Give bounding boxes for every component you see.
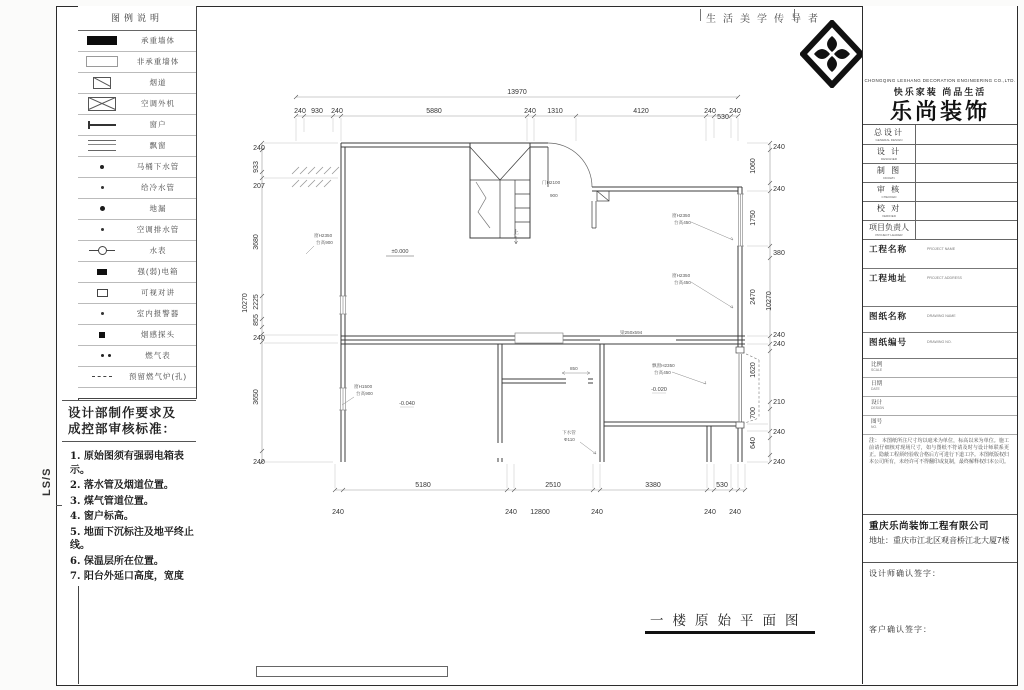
window-icon [88, 121, 116, 129]
drawing-title-underline [645, 631, 815, 634]
svg-text:933: 933 [253, 161, 260, 173]
svg-text:930: 930 [311, 108, 323, 115]
staff-row: 审 核 CHECKED [863, 182, 1017, 202]
alarm-icon [101, 312, 104, 315]
designer-signature-label: 设计师确认签字： [869, 569, 941, 578]
legend-row: 烟感探头 [78, 324, 196, 346]
dim-total-right: 10270 [766, 291, 773, 311]
legend-row: 燃气表 [78, 345, 196, 367]
design-requirements-list [62, 442, 196, 584]
svg-text:530: 530 [717, 114, 729, 121]
note-item: 5. 地面下沉标注及地平终止线。 [70, 526, 194, 551]
svg-text:240: 240 [729, 509, 741, 516]
legend-row: 室内报警器 [78, 303, 196, 325]
svg-text:240: 240 [773, 144, 785, 151]
svg-text:3380: 3380 [645, 482, 661, 489]
top-slogan: 生活美学传导者 [706, 14, 825, 25]
stair-up-label: 上 [513, 230, 519, 236]
svg-text:240: 240 [704, 509, 716, 516]
floor-plan-svg [228, 70, 788, 520]
svg-text:700: 700 [750, 407, 757, 419]
note-item: 3. 煤气管道位置。 [70, 495, 154, 507]
legend-row: 强(弱)电箱 [78, 261, 196, 283]
level-label: -0.020 [651, 387, 667, 393]
svg-text:台高450: 台高450 [654, 370, 671, 375]
slogan-tick [700, 9, 701, 21]
note-item: 1. 原始图须有强弱电箱表示。 [70, 451, 184, 476]
bay-window-icon [88, 140, 116, 151]
company-name: 重庆乐尚装饰工程有限公司 [869, 521, 990, 532]
slope-hatch [292, 167, 339, 187]
svg-text:台高450: 台高450 [674, 220, 691, 225]
svg-text:5180: 5180 [415, 482, 431, 489]
svg-text:240: 240 [253, 145, 265, 152]
level-label: -0.040 [399, 401, 415, 407]
legend-row: 预留燃气炉(孔) [78, 366, 196, 388]
small-row-date: 日期 DATE [863, 377, 1017, 397]
svg-text:240: 240 [773, 459, 785, 466]
smoke-detector-icon [99, 332, 105, 338]
legend-row: 非承重墙体 [78, 51, 196, 73]
staff-row: 项目负责人 PROJECT LEADER [863, 220, 1017, 240]
svg-text:240: 240 [729, 108, 741, 115]
svg-text:下水管: 下水管 [562, 430, 576, 435]
dim-total-left: 10270 [242, 293, 249, 313]
legend-row: 可视对讲 [78, 282, 196, 304]
svg-text:530: 530 [716, 482, 728, 489]
field-drawing-name: 图纸名称 DRAWING NAME [863, 306, 1017, 333]
beam-label: 梁250x594 [620, 330, 643, 335]
legend-row: 承重墙体 [78, 30, 196, 52]
svg-text:窗H2350: 窗H2350 [672, 273, 691, 278]
legend-row: 飘窗 [78, 135, 196, 157]
svg-text:240: 240 [294, 108, 306, 115]
small-row-no: 图号 NO. [863, 415, 1017, 435]
svg-text:240: 240 [773, 341, 785, 348]
svg-text:210: 210 [773, 399, 785, 406]
small-row-design: 设计 DESIGN [863, 396, 1017, 416]
legend-row: 水表 [78, 240, 196, 262]
staff-row: 制 图 DRAWN [863, 163, 1017, 183]
bottom-bar [256, 666, 448, 677]
power-box-icon [97, 269, 107, 275]
dim-total-top: 13970 [507, 89, 527, 96]
door-width-label: 900 [550, 193, 558, 198]
company-english-line: CHONGQING LESHANG DECORATION ENGINEERING CO.,LTD. [864, 78, 1016, 83]
field-project-address: 工程地址 PROJECT ADDRESS [863, 268, 1017, 307]
client-signature-label: 客户确认签字： [869, 625, 932, 634]
load-wall-icon [87, 36, 117, 45]
toilet-drain-icon [100, 165, 104, 169]
svg-text:1620: 1620 [750, 362, 757, 378]
legend-row: 地漏 [78, 198, 196, 220]
drawing-title: 一楼原始平面图 [650, 613, 808, 628]
svg-text:3680: 3680 [253, 234, 260, 250]
svg-text:207: 207 [253, 183, 265, 190]
title-block [862, 6, 1017, 684]
ac-outdoor-unit-icon [88, 97, 116, 111]
slogan-tick [794, 9, 795, 21]
note-item: 4. 窗户标高。 [70, 511, 134, 522]
walls [341, 143, 745, 462]
svg-text:240: 240 [591, 509, 603, 516]
svg-text:2510: 2510 [545, 482, 561, 489]
svg-text:1750: 1750 [750, 210, 757, 226]
window-symbols [339, 194, 744, 410]
intercom-icon [97, 289, 108, 297]
company-slogan: 快乐家装 尚品生活 [893, 87, 987, 97]
svg-text:380: 380 [773, 250, 785, 257]
legend-row: 窗户 [78, 114, 196, 136]
svg-text:台高450: 台高450 [674, 280, 691, 285]
side-code-label: LS/S [41, 467, 53, 496]
gas-reserve-icon [92, 376, 112, 377]
gas-meter-icon [101, 354, 104, 357]
staff-row: 总设计 GENERAL DESIGN [863, 125, 1017, 145]
staff-row: 设 计 DESIGNER [863, 144, 1017, 164]
svg-text:2470: 2470 [750, 289, 757, 305]
legend-table [78, 6, 197, 399]
water-meter-icon [89, 246, 115, 255]
svg-text:240: 240 [773, 332, 785, 339]
svg-text:台高900: 台高900 [356, 391, 373, 396]
floor-drain-icon [100, 206, 105, 211]
nonload-wall-icon [86, 56, 118, 67]
dim-labels-left [242, 145, 265, 466]
design-requirements [62, 400, 196, 586]
dim-labels-bottom [332, 482, 741, 516]
legend-title: 图例说明 [78, 6, 196, 31]
svg-text:3650: 3650 [253, 389, 260, 405]
svg-text:240: 240 [773, 186, 785, 193]
extension-lines [264, 118, 768, 488]
field-project-name: 工程名称 PROJECT NAME [863, 239, 1017, 269]
svg-text:240: 240 [253, 335, 265, 342]
design-requirements-title: 设计部制作要求及 成控部审核标准： [62, 400, 196, 442]
svg-text:1060: 1060 [750, 158, 757, 174]
svg-text:240: 240 [524, 108, 536, 115]
svg-text:240: 240 [505, 509, 517, 516]
company-address: 地址：重庆市江北区观音桥江北大厦7楼 [869, 536, 1010, 545]
note-item: 7. 阳台外延口高度，宽度 [70, 571, 184, 582]
svg-text:飘窗H2350: 飘窗H2350 [652, 363, 675, 368]
field-drawing-no: 图纸编号 DRAWING NO. [863, 332, 1017, 359]
svg-text:12800: 12800 [530, 509, 550, 516]
legend-row: 空调排水管 [78, 219, 196, 241]
ac-drain-pipe-icon [101, 228, 104, 231]
svg-text:240: 240 [332, 509, 344, 516]
staff-row: 校 对 VERIFIED [863, 201, 1017, 221]
plan-annotations [314, 179, 691, 442]
door-label: 门H2100 [542, 180, 561, 185]
svg-text:240: 240 [253, 459, 265, 466]
svg-text:1310: 1310 [547, 108, 563, 115]
dim-labels-right [750, 144, 785, 466]
legend-row: 空调外机 [78, 93, 196, 115]
svg-text:窗H2350: 窗H2350 [672, 213, 691, 218]
cold-water-pipe-icon [101, 186, 104, 189]
svg-text:窗H2350: 窗H2350 [314, 233, 333, 238]
svg-text:5880: 5880 [426, 108, 442, 115]
svg-text:4120: 4120 [633, 108, 649, 115]
gap-label: 850 [570, 366, 578, 371]
flue-icon [93, 77, 111, 89]
svg-text:2225: 2225 [253, 294, 260, 310]
svg-text:240: 240 [773, 429, 785, 436]
company-brand: 乐尚装饰 [889, 99, 990, 124]
svg-text:窗H1500: 窗H1500 [354, 384, 373, 389]
legend-row: 烟道 [78, 72, 196, 94]
note-item: 2. 落水管及烟道位置。 [70, 480, 174, 491]
legend-row: 给冷水管 [78, 177, 196, 199]
title-block-notes: 注： 本图纸所注尺寸均以毫米为单位，标高以米为单位。施工前请仔细核对现场尺寸，如与图纸不符请及时与设计师联系更正。隐蔽工程须经验收合格后方可进行下道工序。本图纸版权归本公司所有，未经许可不得翻印或复制，最终解释权归本公司。 [869, 438, 1010, 465]
legend-row: 马桶下水管 [78, 156, 196, 178]
svg-text:855: 855 [253, 314, 260, 326]
level-label: ±0.000 [391, 249, 409, 255]
svg-text:640: 640 [750, 437, 757, 449]
dimension-lines [260, 95, 772, 492]
svg-text:台高900: 台高900 [316, 240, 333, 245]
svg-text:Ф110: Ф110 [564, 437, 575, 442]
small-row-scale: 比例 SCALE [863, 358, 1017, 378]
diamond-ornament-logo [800, 20, 864, 88]
svg-text:240: 240 [704, 108, 716, 115]
svg-text:240: 240 [331, 108, 343, 115]
note-item: 6. 保温层所在位置。 [70, 555, 164, 567]
